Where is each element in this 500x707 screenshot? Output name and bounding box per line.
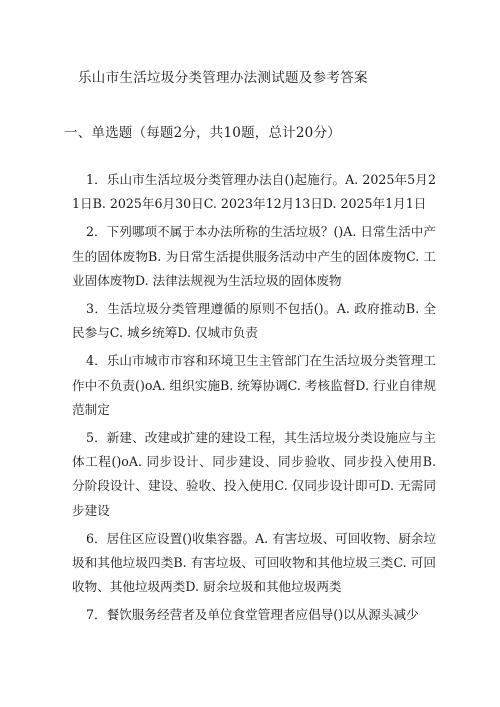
question-item: 5．新建、改建或扩建的建设工程，其生活垃圾分类设施应与主体工程()oA. 同步设计、同步建设、同步验收、同步投入使用B. 分阶段设计、建设、验收、投入使用C. 仅同步设计即可D. 无需同步建设	[72, 430, 436, 518]
question-list	[72, 168, 436, 632]
document-title: 乐山市生活垃圾分类管理办法测试题及参考答案	[78, 70, 368, 86]
question-item: 7．餐饮服务经营者及单位食堂管理者应倡导()以从源头减少	[86, 607, 419, 623]
question-item: 3．生活垃圾分类管理遵循的原则不包括()。A. 政府推动B. 全民参与C. 城乡统筹D. 仅城市负责	[72, 301, 436, 341]
question-item: 6．居住区应设置()收集容器。A. 有害垃圾、可回收物、厨余垃圾和其他垃圾四类B. 有害垃圾、可回收物和其他垃圾三类C. 可回收物、其他垃圾两类D. 厨余垃圾和其他垃圾两类	[72, 530, 436, 595]
question-item: 1．乐山市生活垃圾分类管理办法自()起施行。A. 2025年5月21日B. 2025年6月30日C. 2023年12月13日D. 2025年1月1日	[72, 172, 436, 212]
question-item: 2．下列哪项不属于本办法所称的生活垃圾？()A. 日常生活中产生的固体废物B. 为日常生活提供服务活动中产生的固体废物C. 工业固体废物D. 法律法规视为生活垃圾的固体废物	[72, 224, 436, 288]
question-item: 4．乐山市城市市容和环境卫生主管部门在生活垃圾分类管理工作中不负责()oA. 组织实施B. 统筹协调C. 考核监督D. 行业自律规范制定	[72, 353, 436, 417]
section-heading: 一、单选题（每题2分，共10题，总计20分）	[64, 125, 341, 141]
